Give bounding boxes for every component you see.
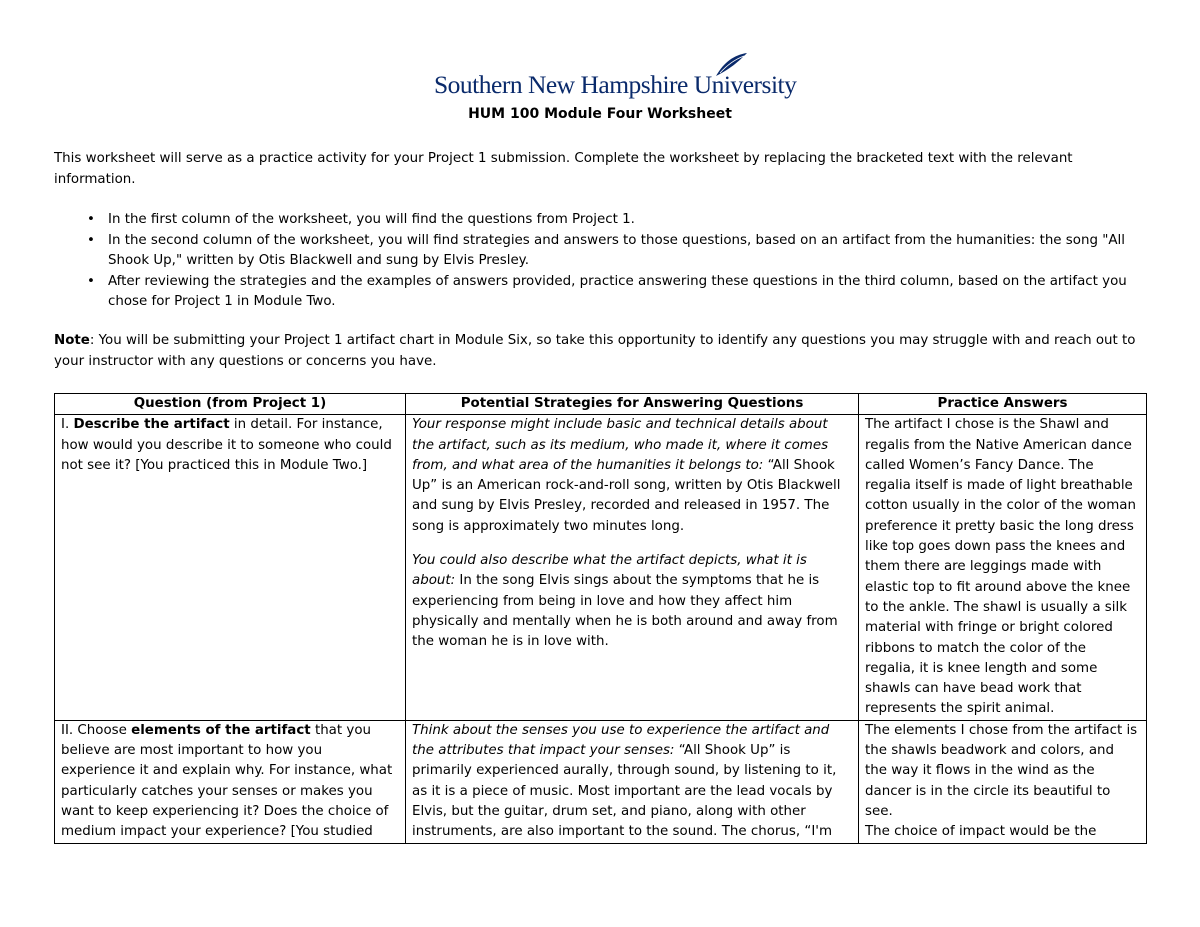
bullet-icon: • xyxy=(87,212,95,227)
worksheet-table xyxy=(54,393,1147,844)
question-cell: II. Choose elements of the artifact that you believe are most important to how you experience it and explain why. For instance, what particularly catches your senses or makes you want to keep experiencing it? Does the choice of medium impact your experience? [You studied xyxy=(55,720,406,843)
strategy-cell: Think about the senses you use to experience the artifact and the attributes that impact your senses: “All Shook Up” is primarily experienced aurally, through sound, by listening to it, as it is a piece of music. Most important are the lead vocals by Elvis, but the guitar, drum set, and piano, along with other instruments, are also important to the sound. The chorus, “I'm xyxy=(406,720,859,843)
university-logo-text: Southern New Hampshire University xyxy=(434,70,797,99)
page-title: HUM 100 Module Four Worksheet xyxy=(468,106,732,122)
practice-answer-cell: The artifact I chose is the Shawl and regalis from the Native American dance called Women’s Fancy Dance. The regalia itself is made of light breathable cotton usually in the color of the woman preference it pretty basic the long dress like top goes down pass the knees and them there are leggings made with elastic top to fit around above the knee to the ankle. The shawl is usually a silk material with fringe or bright colored ribbons to match the color of the regalia, it is knee length and some shawls can have bead work that represents the spirit animal. xyxy=(859,415,1147,720)
strategy-cell: Your response might include basic and technical details about the artifact, such as its medium, who made it, where it comes from, and what area of the humanities it belongs to: “All Shook Up” is an American rock-and-roll song, written by Otis Blackwell and sung by Elvis Presley, recorded and released in 1957. The song is approximately two minutes long. You could also describe what the artifact depicts, what it is about: In the song Elvis sings about the symptoms that he is experiencing from being in love and how they affect him physically and mentally when he is both around and away from the woman he is in love with. xyxy=(406,415,859,720)
question-cell: I. Describe the artifact in detail. For instance, how would you describe it to someone who could not see it? [You practiced this in Module Two.] xyxy=(55,415,406,720)
intro-paragraph: This worksheet will serve as a practice activity for your Project 1 submission. Complete the worksheet by replacing the bracketed text with the relevant information. xyxy=(54,151,1073,187)
snhu-leaf-icon xyxy=(714,52,748,78)
table-header-row xyxy=(55,394,1147,415)
note-text: : You will be submitting your Project 1 artifact chart in Module Six, so take this opportunity to identify any questions you may struggle with and reach out to your instructor with any questions or concerns you have. xyxy=(54,333,1136,369)
instruction-list xyxy=(54,210,1144,313)
column-header-strategies: Potential Strategies for Answering Questions xyxy=(406,394,859,415)
table-row xyxy=(55,415,1147,720)
list-item: • In the second column of the worksheet, you will find strategies and answers to those questions, based on an artifact from the humanities: the song "All Shook Up," written by Otis Blackwell and sung by Elvis Presley. xyxy=(87,232,1125,268)
practice-answer-cell: The elements I chose from the artifact is the shawls beadwork and colors, and the way it flows in the wind as the dancer is in the circle its beautiful to see. The choice of impact would be the xyxy=(859,720,1147,843)
note-label: Note xyxy=(54,333,90,348)
column-header-question: Question (from Project 1) xyxy=(55,394,406,415)
table-row xyxy=(55,720,1147,843)
list-item: • In the first column of the worksheet, you will find the questions from Project 1. xyxy=(54,210,1144,231)
column-header-answers: Practice Answers xyxy=(859,394,1147,415)
bullet-icon: • xyxy=(87,232,95,248)
bullet-icon: • xyxy=(87,273,95,289)
note-paragraph xyxy=(54,331,1144,372)
list-item: • After reviewing the strategies and the examples of answers provided, practice answering these questions in the third column, based on the artifact you chose for Project 1 in Module Two. xyxy=(87,273,1127,309)
university-logo xyxy=(434,52,797,104)
